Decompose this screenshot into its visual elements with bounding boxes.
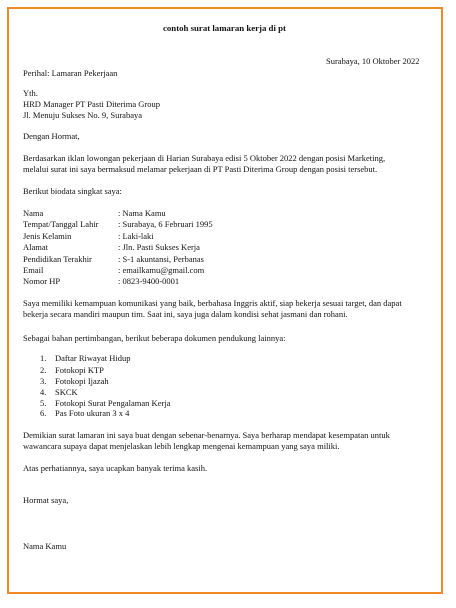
- biodata-value: : 0823-9400-0001: [118, 276, 180, 286]
- biodata-value: : Surabaya, 6 Februari 1995: [118, 219, 213, 229]
- list-item-number: 5.: [40, 398, 47, 408]
- recipient-line: HRD Manager PT Pasti Diterima Group: [23, 99, 161, 109]
- biodata-label: Tempat/Tanggal Lahir: [23, 219, 99, 229]
- list-item-number: 3.: [40, 376, 47, 386]
- letter-date: Surabaya, 10 Oktober 2022: [326, 56, 420, 66]
- biodata-value: : Jln. Pasti Sukses Kerja: [118, 242, 200, 252]
- biodata-value: : Laki-laki: [118, 231, 154, 241]
- list-item: SKCK: [55, 387, 78, 397]
- biodata-intro: Berikut biodata singkat saya:: [23, 186, 122, 196]
- biodata-value: : Nama Kamu: [118, 208, 166, 218]
- list-item: Pas Foto ukuran 3 x 4: [55, 408, 130, 418]
- list-item-number: 4.: [40, 387, 47, 397]
- list-item: Daftar Riwayat Hidup: [55, 353, 131, 363]
- biodata-label: Nama: [23, 208, 44, 218]
- biodata-label: Email: [23, 265, 44, 275]
- list-item-number: 1.: [40, 353, 47, 363]
- skills-line: bekerja secara mandiri maupun tim. Saat ini, saya juga dalam kondisi sehat jasmani dan rohani.: [23, 309, 348, 319]
- biodata-label: Nomor HP: [23, 276, 61, 286]
- list-item-number: 2.: [40, 365, 47, 375]
- skills-line: Saya memiliki kemampuan komunikasi yang baik, berbahasa Inggris aktif, siap bekerja sesuai target, dan dapat: [23, 298, 402, 308]
- biodata-label: Alamat: [23, 242, 49, 252]
- list-item-number: 6.: [40, 408, 47, 418]
- biodata-label: Jenis Kelamin: [23, 231, 72, 241]
- intro-line: Berdasarkan iklan lowongan pekerjaan di Harian Surabaya edisi 5 Oktober 2022 dengan posisi Marketing,: [23, 153, 386, 163]
- greeting: Dengan Hormat,: [23, 131, 80, 141]
- closing-line: wawancara supaya dapat menjelaskan lebih lengkap mengenai kemampuan yang saya miliki.: [23, 441, 340, 451]
- thanks-line: Atas perhatiannya, saya ucapkan banyak terima kasih.: [23, 463, 208, 473]
- closing-line: Demikian surat lamaran ini saya buat dengan sebenar-benarnya. Saya berharap mendapat kesempatan untuk: [23, 430, 390, 440]
- list-item: Fotokopi Ijazah: [55, 376, 109, 386]
- documents-intro: Sebagai bahan pertimbangan, berikut beberapa dokumen pendukung lainnya:: [23, 333, 286, 343]
- biodata-label: Pendidikan Terakhir: [23, 254, 92, 264]
- letter-subject: Perihal: Lamaran Pekerjaan: [23, 68, 118, 78]
- intro-line: melalui surat ini saya bermaksud melamar pekerjaan di PT Pasti Diterima Group dengan posisi tersebut.: [23, 164, 378, 174]
- list-item: Fotokopi KTP: [55, 365, 104, 375]
- signature-name: Nama Kamu: [23, 541, 67, 551]
- page-title: contoh surat lamaran kerja di pt: [163, 23, 286, 33]
- list-item: Fotokopi Surat Pengalaman Kerja: [55, 398, 171, 408]
- regards: Hormat saya,: [23, 495, 69, 505]
- recipient-line: Yth.: [23, 88, 38, 98]
- recipient-line: Jl. Menuju Sukses No. 9, Surabaya: [23, 110, 142, 120]
- biodata-value: : S-1 akuntansi, Perbanas: [118, 254, 204, 264]
- biodata-value: : emailkamu@gmail.com: [118, 265, 205, 275]
